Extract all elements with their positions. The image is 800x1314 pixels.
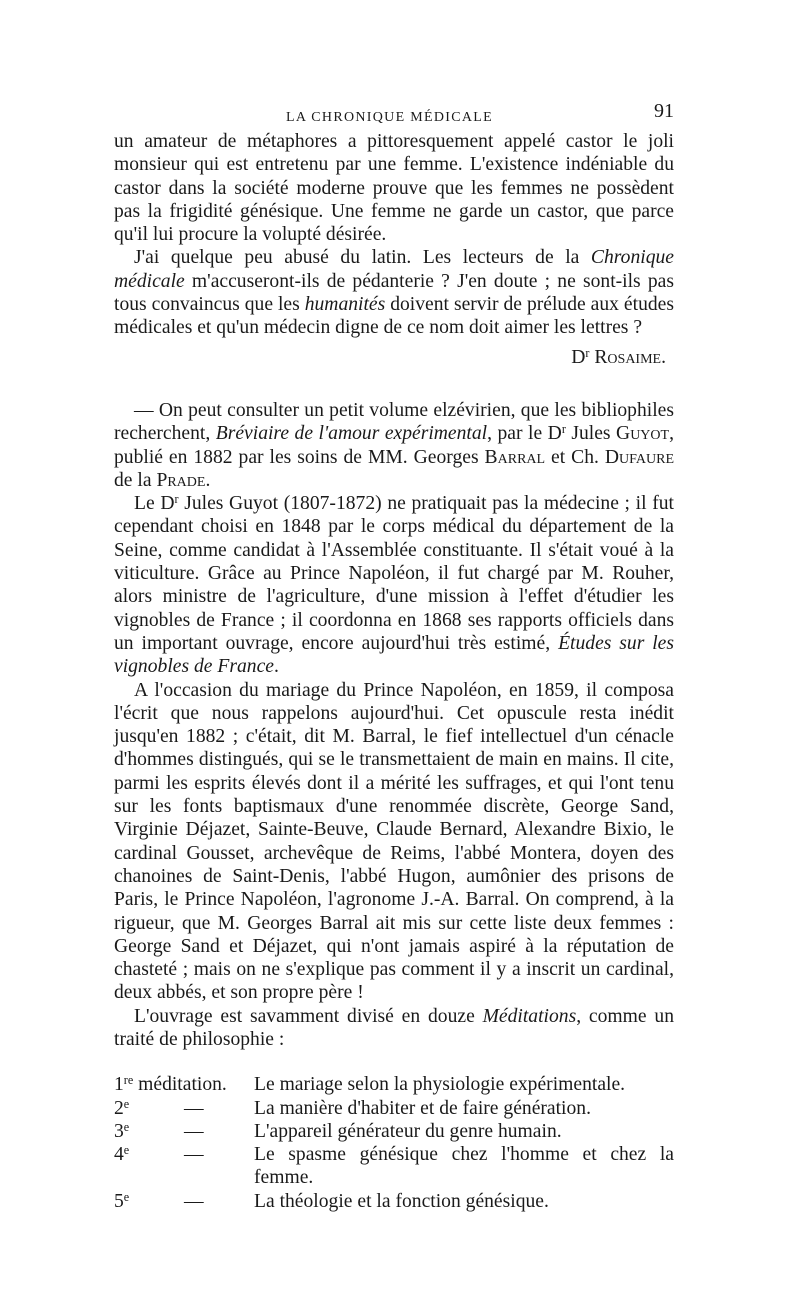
list-item [114, 1143, 674, 1190]
meditation-number: 1re méditation. [114, 1073, 227, 1096]
book-page [114, 98, 674, 1213]
paragraph-breviaire: — On peut consulter un petit volume elzévirien, que les bibliophiles recherchent, Bréviaire de l'amour expérimental, par le $D^r$ Jules Guyot, publié en 1882 par les soins de MM. Georges Barral et Ch. Dufaure de la Prade. [114, 399, 674, 491]
meditation-title: L'appareil générateur du genre humain. [254, 1120, 562, 1142]
meditation-number: 4e [114, 1143, 130, 1166]
meditation-title: La théologie et la fonction génésique. [254, 1190, 549, 1212]
paragraph-latin: J'ai quelque peu abusé du latin. Les lecteurs de la Chronique médicale m'accuseront-ils de pédanterie ? J'en doute ; ne sont-ils pas tous convaincus que les humanités doivent servir de prélude aux études médicales et qu'un médecin digne de ce nom doit aimer les lettres ? [114, 247, 674, 339]
paragraph-castor: un amateur de métaphores a pittoresquement appelé castor le joli monsieur qui est entretenu par une femme. L'existence indéniable du castor dans la société moderne prouve que les femmes ne possèdent pas la frigidité génésique. Une femme ne garde un castor, que parce qu'il lui procure la volupté désirée. [114, 131, 674, 246]
section-gap [114, 369, 674, 399]
ditto-dash: — [184, 1097, 204, 1119]
page-number: 91 [654, 100, 674, 122]
meditation-title: Le spasme génésique chez l'homme et chez la femme. [254, 1144, 674, 1189]
list-item [114, 1073, 674, 1096]
ditto-dash: — [184, 1120, 204, 1142]
paragraph-meditations-intro: L'ouvrage est savamment divisé en douze Méditations, comme un traité de philosophie : [114, 1005, 674, 1050]
list-item [114, 1120, 674, 1143]
paragraph-mariage: A l'occasion du mariage du Prince Napoléon, en 1859, il composa l'écrit que nous rappelons aujourd'hui. Cet opuscule resta inédit jusqu'en 1882 ; c'était, dit M. Barral, le fief intellectuel d'un cénacle d'hommes distingués, qui se le transmettaient de main en mains. Il cite, parmi les esprits élevés dont il a mérité les suffrages, et qui l'ont tenu sur les fonts baptismaux d'une renommée discrète, George Sand, Virginie Déjazet, Sainte-Beuve, Claude Bernard, Alexandre Bixio, le cardinal Gousset, archevêque de Reims, l'abbé Montera, doyen des chanoines de Saint-Denis, l'abbé Hugon, aumônier des prisons de Paris, le Prince Napoléon, l'agronome J.-A. Barral. On comprend, à la rigueur, que M. Georges Barral ait mis sur cette liste deux femmes : George Sand et Déjazet, qui n'ont jamais aspiré à la réputation de chasteté ; mais on ne s'explique pas comment il y a inscrit un cardinal, deux abbés, et son propre père ! [114, 679, 674, 1004]
ditto-dash: — [184, 1144, 204, 1166]
meditations-list [114, 1073, 674, 1213]
paragraph-guyot: Le $D^r$ Jules Guyot (1807-1872) ne pratiquait pas la médecine ; il fut cependant choisi en 1848 par le corps médical du département de la Seine, comme candidat à l'Assemblée constituante. Il s'était voué à la viticulture. Grâce au Prince Napoléon, il fut chargé par M. Rouher, alors ministre de l'agriculture, d'une mission à l'effet d'étudier les vignobles de France ; il coordonna en 1868 ses rapports officiels dans un important ouvrage, encore aujourd'hui très estimé, Études sur les vignobles de France. [114, 492, 675, 678]
ditto-dash: — [184, 1190, 204, 1212]
meditation-number: 3e [114, 1119, 130, 1142]
meditation-number: 2e [114, 1096, 130, 1119]
meditation-number: 5e [114, 1189, 130, 1212]
meditation-title: Le mariage selon la physiologie expérimentale. [254, 1074, 626, 1096]
list-item [114, 1190, 674, 1213]
list-item [114, 1097, 674, 1120]
page-header [114, 98, 674, 125]
author-signature: $D^r$ Rosaime. [571, 345, 666, 368]
meditation-title: La manière d'habiter et de faire génération. [254, 1097, 591, 1119]
running-title: LA CHRONIQUE MÉDICALE [286, 110, 493, 125]
